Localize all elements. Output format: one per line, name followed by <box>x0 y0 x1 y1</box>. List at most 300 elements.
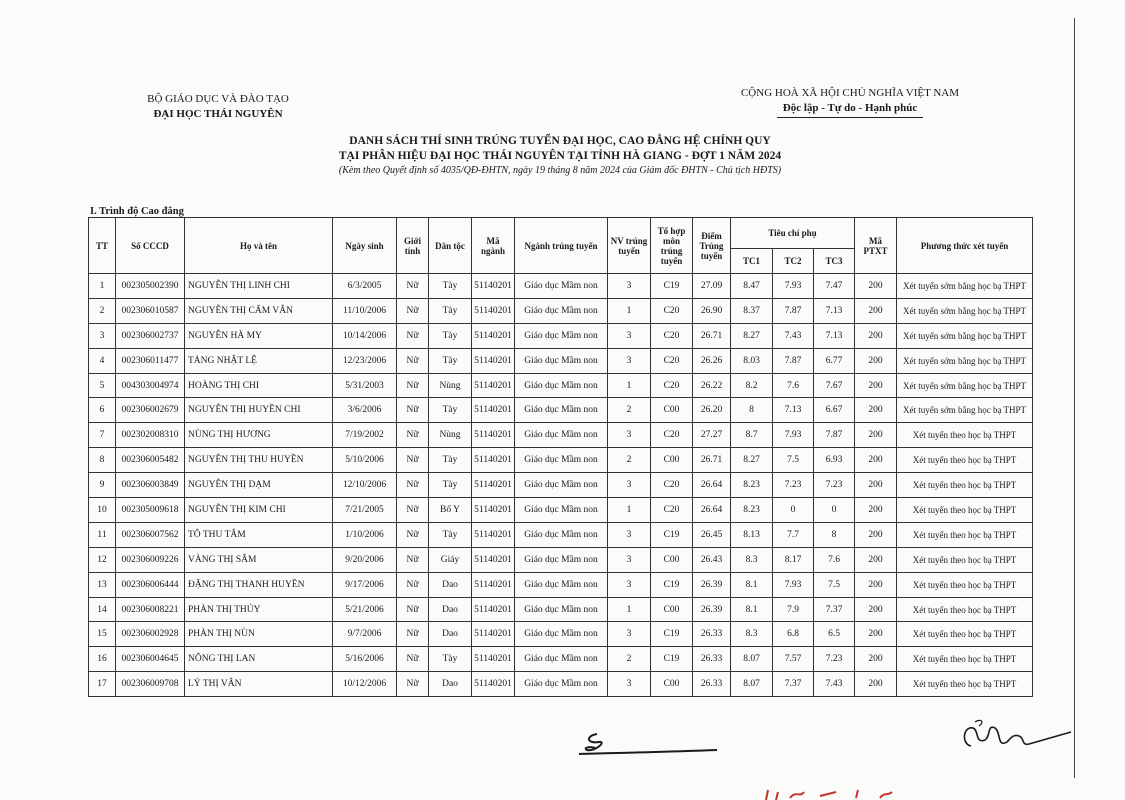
cell-tt: 2 <box>89 298 116 323</box>
cell-ptxt: 200 <box>855 597 897 622</box>
cell-name: NGUYỄN THỊ DẠM <box>185 473 333 498</box>
signature-stroke-center <box>586 734 602 750</box>
cell-method: Xét tuyển theo học bạ THPT <box>897 498 1033 523</box>
cell-method: Xét tuyển sớm bằng học bạ THPT <box>897 348 1033 373</box>
cell-tt: 11 <box>89 522 116 547</box>
cell-combo: C20 <box>651 473 693 498</box>
table-row <box>89 348 1033 373</box>
cell-code: 51140201 <box>472 398 515 423</box>
cell-name: NGUYỄN THỊ CẨM VÂN <box>185 298 333 323</box>
table-body <box>89 274 1033 697</box>
cell-ethnic: Tày <box>429 473 472 498</box>
cell-dob: 9/7/2006 <box>333 622 397 647</box>
cell-nv: 3 <box>608 348 651 373</box>
cell-cccd: 002306004645 <box>116 647 185 672</box>
cell-ptxt: 200 <box>855 498 897 523</box>
cell-combo: C20 <box>651 498 693 523</box>
cell-cccd: 002306010587 <box>116 298 185 323</box>
cell-dob: 7/21/2005 <box>333 498 397 523</box>
cell-method: Xét tuyển sớm bằng học bạ THPT <box>897 323 1033 348</box>
cell-code: 51140201 <box>472 298 515 323</box>
cell-code: 51140201 <box>472 348 515 373</box>
table-row <box>89 398 1033 423</box>
ministry-name: BỘ GIÁO DỤC VÀ ĐÀO TẠO <box>147 93 289 105</box>
cell-gender: Nữ <box>397 473 429 498</box>
cell-cccd: 002306003849 <box>116 473 185 498</box>
cell-gender: Nữ <box>397 274 429 299</box>
col-header-combo: Tổ hợp môn trúng tuyển <box>651 218 693 274</box>
document-title: DANH SÁCH THÍ SINH TRÚNG TUYỂN ĐẠI HỌC, CAO ĐẲNG HỆ CHÍNH QUY <box>349 135 771 147</box>
cell-score: 26.39 <box>693 597 731 622</box>
col-header-tc2: TC2 <box>773 249 814 274</box>
cell-major: Giáo dục Mầm non <box>515 572 608 597</box>
signature-underline-center <box>579 750 717 754</box>
document-title-block <box>250 134 870 178</box>
cell-nv: 1 <box>608 298 651 323</box>
cell-ethnic: Tày <box>429 448 472 473</box>
cell-nv: 2 <box>608 398 651 423</box>
cell-tc3: 7.23 <box>814 473 855 498</box>
cell-name: NGUYỄN THỊ THU HUYỀN <box>185 448 333 473</box>
cell-name: NGUYỄN THỊ KIM CHI <box>185 498 333 523</box>
cell-tc2: 0 <box>773 498 814 523</box>
cell-tc1: 8.03 <box>731 348 773 373</box>
cell-tc1: 8.27 <box>731 448 773 473</box>
cell-tc1: 8.3 <box>731 622 773 647</box>
ministry-header <box>118 92 318 122</box>
cell-combo: C00 <box>651 547 693 572</box>
cell-nv: 1 <box>608 597 651 622</box>
table-row <box>89 448 1033 473</box>
cell-gender: Nữ <box>397 373 429 398</box>
cell-method: Xét tuyển theo học bạ THPT <box>897 622 1033 647</box>
cell-score: 26.26 <box>693 348 731 373</box>
cell-tc1: 8.3 <box>731 547 773 572</box>
cell-tc2: 8.17 <box>773 547 814 572</box>
cell-method: Xét tuyển theo học bạ THPT <box>897 597 1033 622</box>
cell-score: 26.71 <box>693 448 731 473</box>
cell-tc2: 7.9 <box>773 597 814 622</box>
table-row <box>89 647 1033 672</box>
cell-ethnic: Tày <box>429 348 472 373</box>
signature-stroke-right <box>964 727 1071 746</box>
cell-combo: C00 <box>651 597 693 622</box>
cell-dob: 9/20/2006 <box>333 547 397 572</box>
table-row <box>89 274 1033 299</box>
cell-ethnic: Tày <box>429 274 472 299</box>
cell-gender: Nữ <box>397 298 429 323</box>
col-header-ethnic: Dân tộc <box>429 218 472 274</box>
col-header-name: Họ và tên <box>185 218 333 274</box>
col-header-tt: TT <box>89 218 116 274</box>
cell-code: 51140201 <box>472 547 515 572</box>
cell-ptxt: 200 <box>855 373 897 398</box>
cell-dob: 9/17/2006 <box>333 572 397 597</box>
cell-combo: C19 <box>651 647 693 672</box>
cell-cccd: 002305009618 <box>116 498 185 523</box>
cell-ethnic: Nùng <box>429 373 472 398</box>
cell-combo: C20 <box>651 373 693 398</box>
cell-major: Giáo dục Mầm non <box>515 398 608 423</box>
cell-ptxt: 200 <box>855 323 897 348</box>
table-row <box>89 672 1033 697</box>
cell-tt: 1 <box>89 274 116 299</box>
cell-gender: Nữ <box>397 348 429 373</box>
cell-ptxt: 200 <box>855 448 897 473</box>
cell-dob: 6/3/2005 <box>333 274 397 299</box>
cell-ptxt: 200 <box>855 547 897 572</box>
cell-cccd: 002306008221 <box>116 597 185 622</box>
cell-tc2: 7.7 <box>773 522 814 547</box>
col-header-cccd: Số CCCD <box>116 218 185 274</box>
cell-code: 51140201 <box>472 597 515 622</box>
cell-name: NGUYỄN THỊ LINH CHI <box>185 274 333 299</box>
cell-gender: Nữ <box>397 498 429 523</box>
cell-combo: C20 <box>651 298 693 323</box>
cell-dob: 7/19/2002 <box>333 423 397 448</box>
cell-gender: Nữ <box>397 398 429 423</box>
cell-combo: C19 <box>651 622 693 647</box>
cell-code: 51140201 <box>472 373 515 398</box>
cell-cccd: 002302008310 <box>116 423 185 448</box>
cell-code: 51140201 <box>472 274 515 299</box>
cell-gender: Nữ <box>397 423 429 448</box>
col-header-nv: NV trúng tuyển <box>608 218 651 274</box>
cell-dob: 5/16/2006 <box>333 647 397 672</box>
cell-gender: Nữ <box>397 647 429 672</box>
cell-major: Giáo dục Mầm non <box>515 348 608 373</box>
cell-ethnic: Tày <box>429 323 472 348</box>
cell-combo: C20 <box>651 348 693 373</box>
cell-combo: C00 <box>651 448 693 473</box>
cell-ethnic: Bố Y <box>429 498 472 523</box>
cell-code: 51140201 <box>472 498 515 523</box>
national-header <box>715 86 985 118</box>
cell-tc2: 7.43 <box>773 323 814 348</box>
cell-cccd: 002306002928 <box>116 622 185 647</box>
cell-name: ĐẶNG THỊ THANH HUYỀN <box>185 572 333 597</box>
cell-name: TẢNG NHẬT LỆ <box>185 348 333 373</box>
cell-gender: Nữ <box>397 323 429 348</box>
cell-gender: Nữ <box>397 597 429 622</box>
document-subtitle: TẠI PHÂN HIỆU ĐẠI HỌC THÁI NGUYÊN TẠI TỈNH HÀ GIANG - ĐỢT 1 NĂM 2024 <box>338 150 782 162</box>
cell-name: VÀNG THỊ SÂM <box>185 547 333 572</box>
university-name: ĐẠI HỌC THÁI NGUYÊN <box>153 108 283 120</box>
cell-major: Giáo dục Mầm non <box>515 547 608 572</box>
col-header-tc3: TC3 <box>814 249 855 274</box>
cell-tc2: 7.23 <box>773 473 814 498</box>
cell-tc1: 8.27 <box>731 323 773 348</box>
cell-method: Xét tuyển theo học bạ THPT <box>897 647 1033 672</box>
signature-mark-center <box>575 728 720 762</box>
cell-tc3: 7.23 <box>814 647 855 672</box>
cell-dob: 5/31/2003 <box>333 373 397 398</box>
cell-tc1: 8 <box>731 398 773 423</box>
cell-tt: 8 <box>89 448 116 473</box>
cell-code: 51140201 <box>472 522 515 547</box>
cell-cccd: 002306009708 <box>116 672 185 697</box>
signature-flourish-right <box>975 720 982 726</box>
cell-gender: Nữ <box>397 547 429 572</box>
cell-name: NGUYỄN HÀ MY <box>185 323 333 348</box>
cell-tt: 10 <box>89 498 116 523</box>
red-ink-mark <box>760 786 920 800</box>
cell-tc1: 8.1 <box>731 597 773 622</box>
cell-tc2: 6.8 <box>773 622 814 647</box>
decision-reference: (Kèm theo Quyết định số 4035/QĐ-ĐHTN, ngày 19 tháng 8 năm 2024 của Giám đốc ĐHTN - Chủ tịch HĐTS) <box>338 165 782 176</box>
cell-score: 26.39 <box>693 572 731 597</box>
cell-nv: 3 <box>608 522 651 547</box>
cell-code: 51140201 <box>472 423 515 448</box>
cell-tc3: 6.5 <box>814 622 855 647</box>
cell-name: HOÀNG THỊ CHI <box>185 373 333 398</box>
col-header-major: Ngành trúng tuyển <box>515 218 608 274</box>
cell-major: Giáo dục Mầm non <box>515 423 608 448</box>
cell-combo: C00 <box>651 398 693 423</box>
cell-tc1: 8.1 <box>731 572 773 597</box>
cell-major: Giáo dục Mầm non <box>515 473 608 498</box>
cell-score: 26.90 <box>693 298 731 323</box>
cell-combo: C20 <box>651 423 693 448</box>
cell-ethnic: Dao <box>429 622 472 647</box>
cell-tc3: 7.47 <box>814 274 855 299</box>
cell-cccd: 002305002390 <box>116 274 185 299</box>
cell-major: Giáo dục Mầm non <box>515 622 608 647</box>
cell-tt: 7 <box>89 423 116 448</box>
cell-ptxt: 200 <box>855 274 897 299</box>
cell-score: 26.71 <box>693 323 731 348</box>
cell-score: 26.33 <box>693 647 731 672</box>
table-row <box>89 498 1033 523</box>
cell-cccd: 002306011477 <box>116 348 185 373</box>
cell-ptxt: 200 <box>855 473 897 498</box>
cell-tc3: 7.37 <box>814 597 855 622</box>
page-edge-line <box>1074 18 1075 778</box>
cell-gender: Nữ <box>397 572 429 597</box>
cell-tc2: 7.57 <box>773 647 814 672</box>
cell-score: 27.09 <box>693 274 731 299</box>
cell-major: Giáo dục Mầm non <box>515 647 608 672</box>
cell-name: PHÀN THỊ NÙN <box>185 622 333 647</box>
col-header-gender: Giới tính <box>397 218 429 274</box>
cell-combo: C19 <box>651 522 693 547</box>
cell-major: Giáo dục Mầm non <box>515 498 608 523</box>
cell-ptxt: 200 <box>855 622 897 647</box>
cell-nv: 3 <box>608 274 651 299</box>
cell-ethnic: Tày <box>429 522 472 547</box>
cell-ethnic: Tày <box>429 398 472 423</box>
cell-nv: 2 <box>608 647 651 672</box>
col-header-ptxt: Mã PTXT <box>855 218 897 274</box>
cell-tt: 9 <box>89 473 116 498</box>
cell-cccd: 002306009226 <box>116 547 185 572</box>
cell-gender: Nữ <box>397 622 429 647</box>
table-row <box>89 572 1033 597</box>
cell-name: NGUYỄN THỊ HUYỀN CHI <box>185 398 333 423</box>
cell-ethnic: Nùng <box>429 423 472 448</box>
cell-tt: 3 <box>89 323 116 348</box>
cell-ethnic: Giáy <box>429 547 472 572</box>
cell-nv: 3 <box>608 323 651 348</box>
cell-tc1: 8.23 <box>731 498 773 523</box>
cell-nv: 3 <box>608 547 651 572</box>
cell-code: 51140201 <box>472 572 515 597</box>
cell-code: 51140201 <box>472 473 515 498</box>
cell-ptxt: 200 <box>855 647 897 672</box>
col-header-criteria: Tiêu chí phụ <box>731 218 855 249</box>
cell-score: 26.43 <box>693 547 731 572</box>
table-row <box>89 522 1033 547</box>
cell-tc2: 7.6 <box>773 373 814 398</box>
table-row <box>89 622 1033 647</box>
cell-method: Xét tuyển theo học bạ THPT <box>897 522 1033 547</box>
cell-cccd: 002306002679 <box>116 398 185 423</box>
admission-table <box>88 217 1033 697</box>
cell-ptxt: 200 <box>855 398 897 423</box>
cell-tt: 5 <box>89 373 116 398</box>
cell-ptxt: 200 <box>855 572 897 597</box>
cell-tc2: 7.87 <box>773 298 814 323</box>
cell-tc1: 8.13 <box>731 522 773 547</box>
cell-combo: C19 <box>651 274 693 299</box>
cell-ptxt: 200 <box>855 298 897 323</box>
cell-tc2: 7.93 <box>773 423 814 448</box>
cell-nv: 3 <box>608 672 651 697</box>
cell-tc1: 8.23 <box>731 473 773 498</box>
cell-tc3: 8 <box>814 522 855 547</box>
col-header-method: Phương thức xét tuyển <box>897 218 1033 274</box>
cell-method: Xét tuyển sớm bằng học bạ THPT <box>897 398 1033 423</box>
cell-tc1: 8.7 <box>731 423 773 448</box>
cell-tc2: 7.93 <box>773 274 814 299</box>
cell-ptxt: 200 <box>855 348 897 373</box>
cell-cccd: 002306006444 <box>116 572 185 597</box>
cell-tt: 13 <box>89 572 116 597</box>
cell-name: NÙNG THỊ HƯƠNG <box>185 423 333 448</box>
cell-ethnic: Tày <box>429 647 472 672</box>
cell-score: 26.45 <box>693 522 731 547</box>
cell-method: Xét tuyển theo học bạ THPT <box>897 473 1033 498</box>
cell-tt: 14 <box>89 597 116 622</box>
cell-tc2: 7.5 <box>773 448 814 473</box>
cell-ethnic: Dao <box>429 597 472 622</box>
cell-combo: C00 <box>651 672 693 697</box>
cell-code: 51140201 <box>472 622 515 647</box>
national-motto: Độc lập - Tự do - Hạnh phúc <box>777 101 923 118</box>
cell-name: NÔNG THỊ LAN <box>185 647 333 672</box>
cell-dob: 3/6/2006 <box>333 398 397 423</box>
cell-tt: 4 <box>89 348 116 373</box>
cell-name: PHÀN THỊ THỦY <box>185 597 333 622</box>
cell-tc1: 8.2 <box>731 373 773 398</box>
cell-tc3: 7.87 <box>814 423 855 448</box>
col-header-score: Điểm Trúng tuyển <box>693 218 731 274</box>
cell-method: Xét tuyển theo học bạ THPT <box>897 448 1033 473</box>
cell-code: 51140201 <box>472 672 515 697</box>
cell-dob: 12/23/2006 <box>333 348 397 373</box>
col-header-code: Mã ngành <box>472 218 515 274</box>
cell-nv: 3 <box>608 423 651 448</box>
cell-major: Giáo dục Mầm non <box>515 448 608 473</box>
cell-ethnic: Dao <box>429 672 472 697</box>
cell-tc1: 8.07 <box>731 672 773 697</box>
cell-nv: 3 <box>608 572 651 597</box>
cell-score: 26.64 <box>693 473 731 498</box>
cell-method: Xét tuyển sớm bằng học bạ THPT <box>897 274 1033 299</box>
cell-name: LÝ THỊ VÂN <box>185 672 333 697</box>
cell-tc1: 8.47 <box>731 274 773 299</box>
cell-tc3: 7.43 <box>814 672 855 697</box>
cell-code: 51140201 <box>472 448 515 473</box>
cell-tt: 15 <box>89 622 116 647</box>
cell-tc2: 7.93 <box>773 572 814 597</box>
cell-score: 26.64 <box>693 498 731 523</box>
cell-major: Giáo dục Mầm non <box>515 274 608 299</box>
cell-gender: Nữ <box>397 672 429 697</box>
cell-tc1: 8.07 <box>731 647 773 672</box>
cell-cccd: 002306005482 <box>116 448 185 473</box>
cell-combo: C19 <box>651 572 693 597</box>
cell-score: 26.20 <box>693 398 731 423</box>
cell-cccd: 004303004974 <box>116 373 185 398</box>
cell-name: TÔ THU TÂM <box>185 522 333 547</box>
cell-cccd: 002306002737 <box>116 323 185 348</box>
cell-gender: Nữ <box>397 448 429 473</box>
cell-tc3: 6.77 <box>814 348 855 373</box>
cell-ptxt: 200 <box>855 423 897 448</box>
cell-tc3: 6.93 <box>814 448 855 473</box>
cell-tc3: 7.13 <box>814 298 855 323</box>
cell-dob: 1/10/2006 <box>333 522 397 547</box>
cell-tc3: 7.67 <box>814 373 855 398</box>
cell-tc1: 8.37 <box>731 298 773 323</box>
cell-tc2: 7.87 <box>773 348 814 373</box>
table-row <box>89 373 1033 398</box>
cell-ethnic: Dao <box>429 572 472 597</box>
cell-tc3: 7.5 <box>814 572 855 597</box>
cell-ptxt: 200 <box>855 672 897 697</box>
cell-tc3: 0 <box>814 498 855 523</box>
cell-tc3: 6.67 <box>814 398 855 423</box>
cell-dob: 5/10/2006 <box>333 448 397 473</box>
cell-cccd: 002306007562 <box>116 522 185 547</box>
cell-method: Xét tuyển theo học bạ THPT <box>897 547 1033 572</box>
table-row <box>89 298 1033 323</box>
cell-tt: 12 <box>89 547 116 572</box>
cell-major: Giáo dục Mầm non <box>515 373 608 398</box>
cell-nv: 3 <box>608 473 651 498</box>
cell-tc2: 7.37 <box>773 672 814 697</box>
cell-major: Giáo dục Mầm non <box>515 298 608 323</box>
cell-major: Giáo dục Mầm non <box>515 672 608 697</box>
cell-dob: 10/12/2006 <box>333 672 397 697</box>
cell-code: 51140201 <box>472 323 515 348</box>
cell-nv: 1 <box>608 498 651 523</box>
cell-tc3: 7.13 <box>814 323 855 348</box>
red-ink-stroke <box>766 790 892 800</box>
cell-major: Giáo dục Mầm non <box>515 522 608 547</box>
country-name: CỘNG HOÀ XÃ HỘI CHỦ NGHĨA VIỆT NAM <box>740 87 960 99</box>
cell-dob: 10/14/2006 <box>333 323 397 348</box>
cell-score: 26.33 <box>693 622 731 647</box>
col-header-tc1: TC1 <box>731 249 773 274</box>
table-row <box>89 423 1033 448</box>
cell-tt: 6 <box>89 398 116 423</box>
signature-mark-right <box>955 714 1075 758</box>
cell-ptxt: 200 <box>855 522 897 547</box>
cell-score: 26.22 <box>693 373 731 398</box>
cell-method: Xét tuyển theo học bạ THPT <box>897 672 1033 697</box>
